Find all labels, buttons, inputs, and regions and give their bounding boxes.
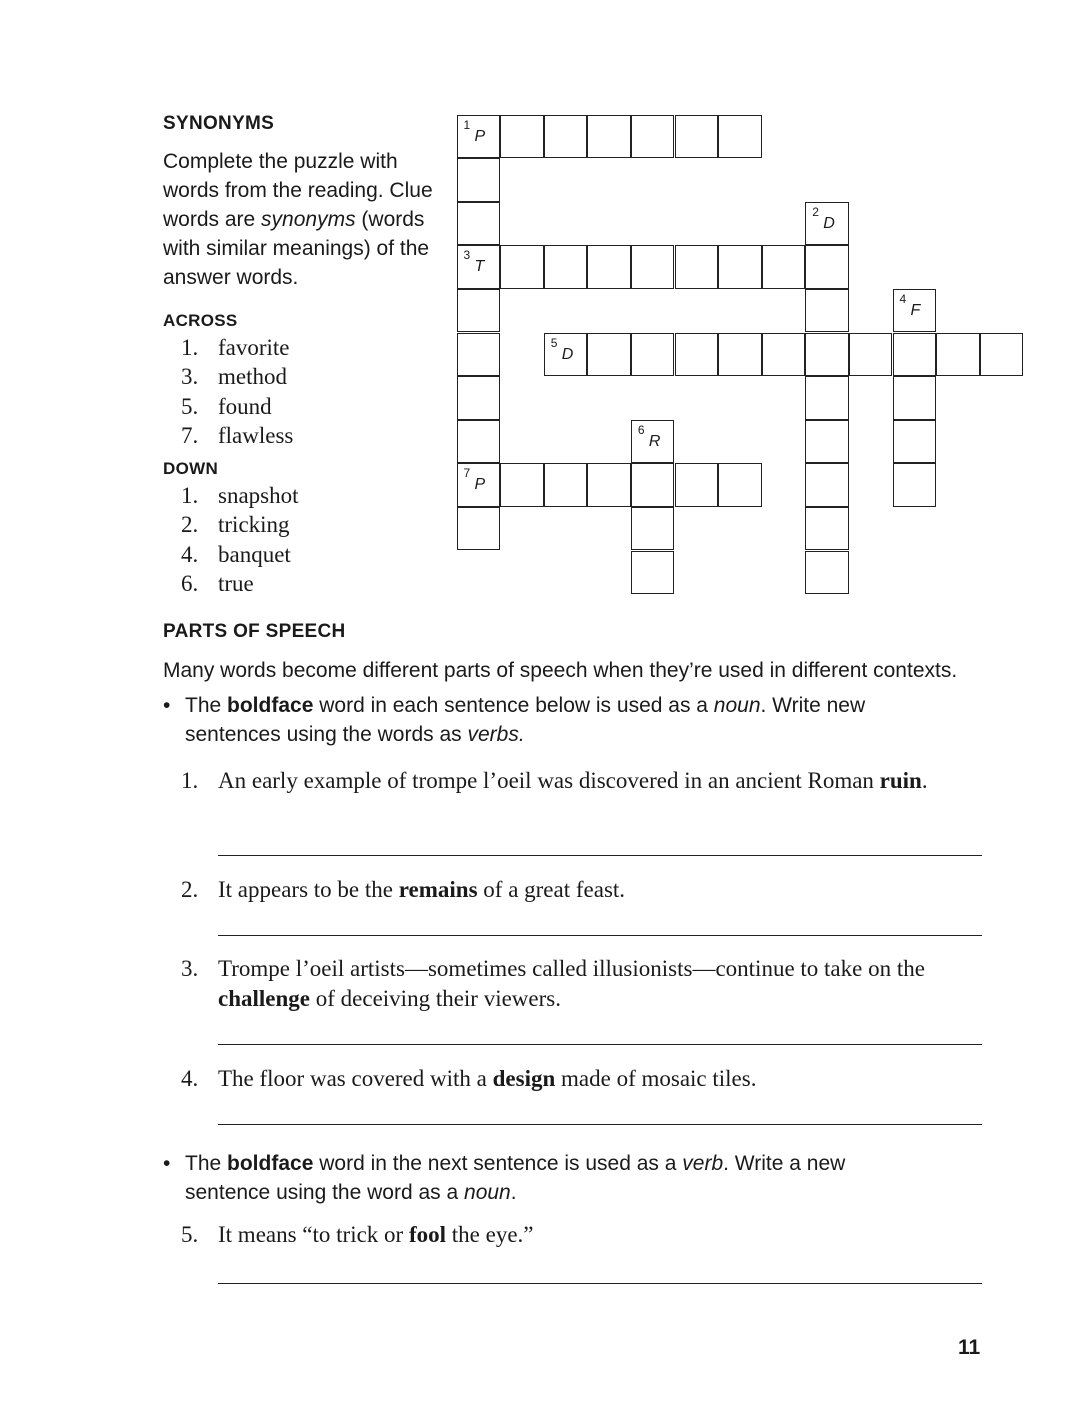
crossword-cell[interactable] [893, 463, 937, 507]
down-clue: 6. true [181, 570, 254, 596]
synonyms-heading: SYNONYMS [163, 113, 275, 134]
crossword-cell[interactable] [631, 507, 675, 551]
crossword-cell[interactable] [544, 333, 588, 377]
crossword-cell[interactable] [457, 333, 501, 377]
crossword-cell[interactable] [805, 376, 849, 420]
crossword-cell[interactable] [805, 289, 849, 333]
answer-line[interactable] [218, 855, 982, 856]
crossword-cell[interactable] [544, 245, 588, 289]
crossword-cell[interactable] [631, 551, 675, 595]
crossword-cell[interactable] [718, 115, 762, 159]
page-number: 11 [958, 1336, 981, 1359]
parts-of-speech-intro: Many words become different parts of speech when they’re used in different contexts. [163, 659, 958, 682]
crossword-cell[interactable] [805, 551, 849, 595]
crossword-cell[interactable] [631, 245, 675, 289]
crossword-cell[interactable] [631, 115, 675, 159]
answer-line[interactable] [218, 1124, 982, 1125]
crossword-cell[interactable] [457, 289, 501, 333]
synonyms-term: synonyms [261, 208, 356, 231]
answer-line[interactable] [218, 935, 982, 936]
crossword-cell[interactable] [675, 245, 719, 289]
down-clue: 2. tricking [181, 512, 290, 538]
crossword-cell[interactable] [893, 289, 937, 333]
answer-line[interactable] [218, 1044, 982, 1045]
starting-letter: D [823, 214, 835, 232]
crossword-cell[interactable] [457, 376, 501, 420]
starting-letter: P [474, 127, 486, 145]
down-clue-list [181, 481, 299, 598]
crossword-cell[interactable] [631, 420, 675, 464]
crossword-cell[interactable] [893, 333, 937, 377]
crossword-cell[interactable] [457, 202, 501, 246]
across-clue: 5. found [181, 393, 272, 419]
crossword-cell[interactable] [718, 333, 762, 377]
parts-of-speech-heading: PARTS OF SPEECH [163, 621, 346, 642]
crossword-cell[interactable] [631, 463, 675, 507]
crossword-cell[interactable] [675, 333, 719, 377]
crossword-cell[interactable] [718, 245, 762, 289]
clue-number: 1 [463, 117, 471, 132]
crossword-cell[interactable] [805, 333, 849, 377]
clue-number: 5 [550, 335, 558, 350]
clue-number: 7 [463, 466, 471, 481]
answer-line[interactable] [218, 1283, 982, 1284]
crossword-cell[interactable] [587, 463, 631, 507]
across-clue: 3. method [181, 364, 287, 390]
across-heading: ACROSS [163, 311, 238, 330]
across-clue: 1. favorite [181, 335, 290, 360]
clue-number: 6 [637, 422, 645, 437]
down-clue: 4. banquet [181, 541, 291, 567]
crossword-cell[interactable] [718, 463, 762, 507]
crossword-cell[interactable] [762, 333, 806, 377]
crossword-cell[interactable] [457, 158, 501, 202]
crossword-cell[interactable] [500, 463, 544, 507]
crossword-cell[interactable] [936, 333, 980, 377]
bullet-dot: • [163, 1152, 171, 1175]
clue-number: 3 [463, 248, 471, 263]
clue-number: 2 [812, 204, 819, 219]
crossword-cell[interactable] [544, 115, 588, 159]
across-clue-list [181, 333, 293, 450]
crossword-cell[interactable] [500, 245, 544, 289]
down-heading: DOWN [163, 459, 219, 478]
bullet-dot: • [163, 694, 171, 717]
crossword-cell[interactable] [587, 245, 631, 289]
crossword-cell[interactable] [587, 115, 631, 159]
crossword-cell[interactable] [587, 333, 631, 377]
starting-letter: P [474, 476, 486, 494]
crossword-cell[interactable] [805, 420, 849, 464]
crossword-cell[interactable] [893, 376, 937, 420]
crossword-cell[interactable] [805, 463, 849, 507]
crossword-cell[interactable] [457, 115, 501, 159]
crossword-cell[interactable] [457, 463, 501, 507]
crossword-cell[interactable] [457, 507, 501, 551]
crossword-cell[interactable] [805, 507, 849, 551]
starting-letter: D [561, 345, 574, 363]
crossword-cell[interactable] [675, 463, 719, 507]
crossword-cell[interactable] [500, 115, 544, 159]
starting-letter: F [910, 301, 921, 319]
crossword-cell[interactable] [893, 420, 937, 464]
across-clue: 7. flawless [181, 422, 294, 448]
crossword-cell[interactable] [980, 333, 1024, 377]
crossword-cell[interactable] [762, 245, 806, 289]
crossword-cell[interactable] [805, 202, 849, 246]
crossword-cell[interactable] [457, 245, 501, 289]
synonyms-instructions: Complete the puzzle with words from the reading. Clue words are synonyms (words with similar meanings) of the answer words. [163, 150, 433, 289]
crossword-cell[interactable] [457, 420, 501, 464]
down-clue: 1. snapshot [181, 483, 299, 508]
starting-letter: R [648, 432, 661, 450]
clue-number: 4 [899, 291, 907, 306]
crossword-cell[interactable] [675, 115, 719, 159]
crossword-cell[interactable] [805, 245, 849, 289]
crossword-cell[interactable] [544, 463, 588, 507]
crossword-cell[interactable] [631, 333, 675, 377]
starting-letter: T [474, 258, 485, 276]
crossword-cell[interactable] [849, 333, 893, 377]
